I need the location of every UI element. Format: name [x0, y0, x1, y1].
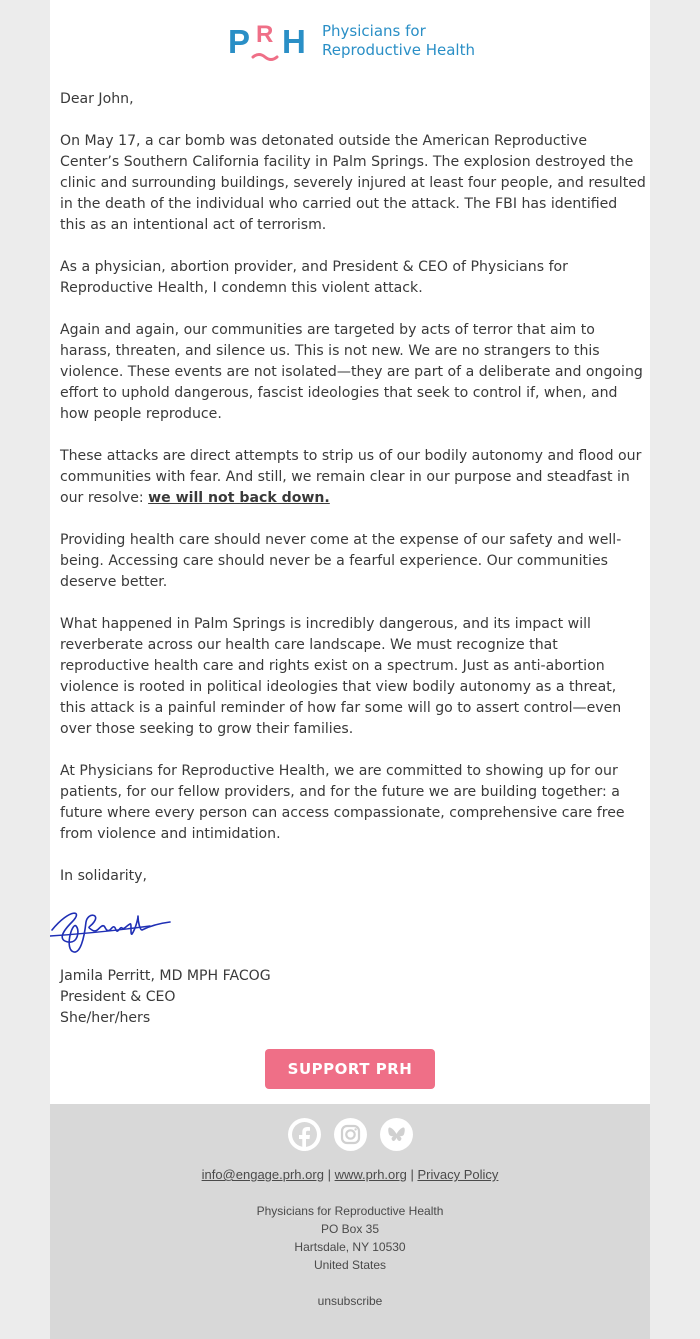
logo-name-line2: Reproductive Health — [322, 41, 475, 59]
signer-block — [60, 966, 271, 1029]
social-links — [288, 1118, 414, 1152]
email-footer — [50, 1104, 650, 1339]
greeting: Dear John, — [60, 91, 134, 107]
paragraph-4-text: These attacks are direct attempts to strip us of our bodily autonomy and flood our communities with fear. And still, we remain clear in our purpose and steadfast in our resolve: — [60, 448, 642, 506]
mailing-address — [50, 1202, 650, 1274]
emphasis-text: we will not back down. — [148, 490, 330, 506]
paragraph-1: On May 17, a car bomb was detonated outside the American Reproductive Center’s Southern California facility in Palm Springs. The explosion destroyed the clinic and surrounding buildings, severely injured at least four people, and resulted in the death of the individual who carried out the attack. The FBI has identified this as an intentional act of terrorism. — [60, 133, 646, 233]
svg-text:P: P — [228, 23, 251, 60]
address-line-1: PO Box 35 — [320, 1222, 380, 1236]
paragraph-2: As a physician, abortion provider, and President & CEO of Physicians for Reproductive Health, I condemn this violent attack. — [60, 259, 568, 296]
letter-body — [60, 89, 646, 887]
link-separator: | — [327, 1167, 331, 1182]
facebook-icon[interactable] — [288, 1118, 321, 1151]
website-link[interactable]: www.prh.org — [334, 1167, 407, 1182]
prh-logo-mark — [228, 20, 308, 64]
org-name: Physicians for Reproductive Health — [256, 1204, 444, 1218]
privacy-policy-link[interactable]: Privacy Policy — [417, 1167, 499, 1182]
signature-image — [50, 900, 174, 960]
signer-pronouns: She/her/hers — [60, 1010, 151, 1026]
address-line-2: Hartsdale, NY 10530 — [294, 1240, 406, 1254]
signer-name: Jamila Perritt, MD MPH FACOG — [60, 968, 271, 984]
address-country: United States — [313, 1258, 387, 1272]
svg-text:H: H — [282, 23, 306, 60]
support-prh-button[interactable]: SUPPORT PRH — [265, 1049, 435, 1089]
prh-logo[interactable] — [228, 20, 478, 64]
paragraph-5: Providing health care should never come at the expense of our safety and well-being. Accessing care should never be a fearful experience. Our communities deserve better. — [60, 532, 622, 590]
paragraph-3: Again and again, our communities are targeted by acts of terror that aim to harass, threaten, and silence us. This is not new. We are no strangers to this violence. These events are not isolated—they are part of a deliberate and ongoing effort to uphold dangerous, fascist ideologies that seek to control if, when, and how people reproduce. — [60, 322, 643, 422]
footer-links — [50, 1166, 650, 1184]
svg-text:R: R — [256, 21, 274, 48]
closing: In solidarity, — [60, 868, 148, 884]
logo-wordmark — [322, 22, 475, 60]
paragraph-4 — [60, 446, 646, 509]
logo-name-line1: Physicians for — [322, 22, 426, 40]
link-separator: | — [410, 1167, 414, 1182]
email-link[interactable]: info@engage.prh.org — [201, 1167, 324, 1182]
paragraph-7: At Physicians for Reproductive Health, we are committed to showing up for our patients, for our fellow providers, and for the future we are building together: a future where every person can access compassionate, comprehensive care free from violence and intimidation. — [60, 763, 625, 842]
instagram-icon[interactable] — [334, 1118, 367, 1151]
paragraph-6: What happened in Palm Springs is incredibly dangerous, and its impact will reverberate across our health care landscape. We must recognize that reproductive health care and rights exist on a spectrum. Just as anti-abortion violence is rooted in political ideologies that view bodily autonomy as a threat, this attack is a painful reminder of how far some will go to assert control—even over those seeking to grow their families. — [60, 616, 622, 737]
unsubscribe-link[interactable]: unsubscribe — [317, 1294, 383, 1308]
signer-title: President & CEO — [60, 989, 176, 1005]
bluesky-icon[interactable] — [380, 1118, 413, 1151]
email-card — [50, 0, 650, 1104]
